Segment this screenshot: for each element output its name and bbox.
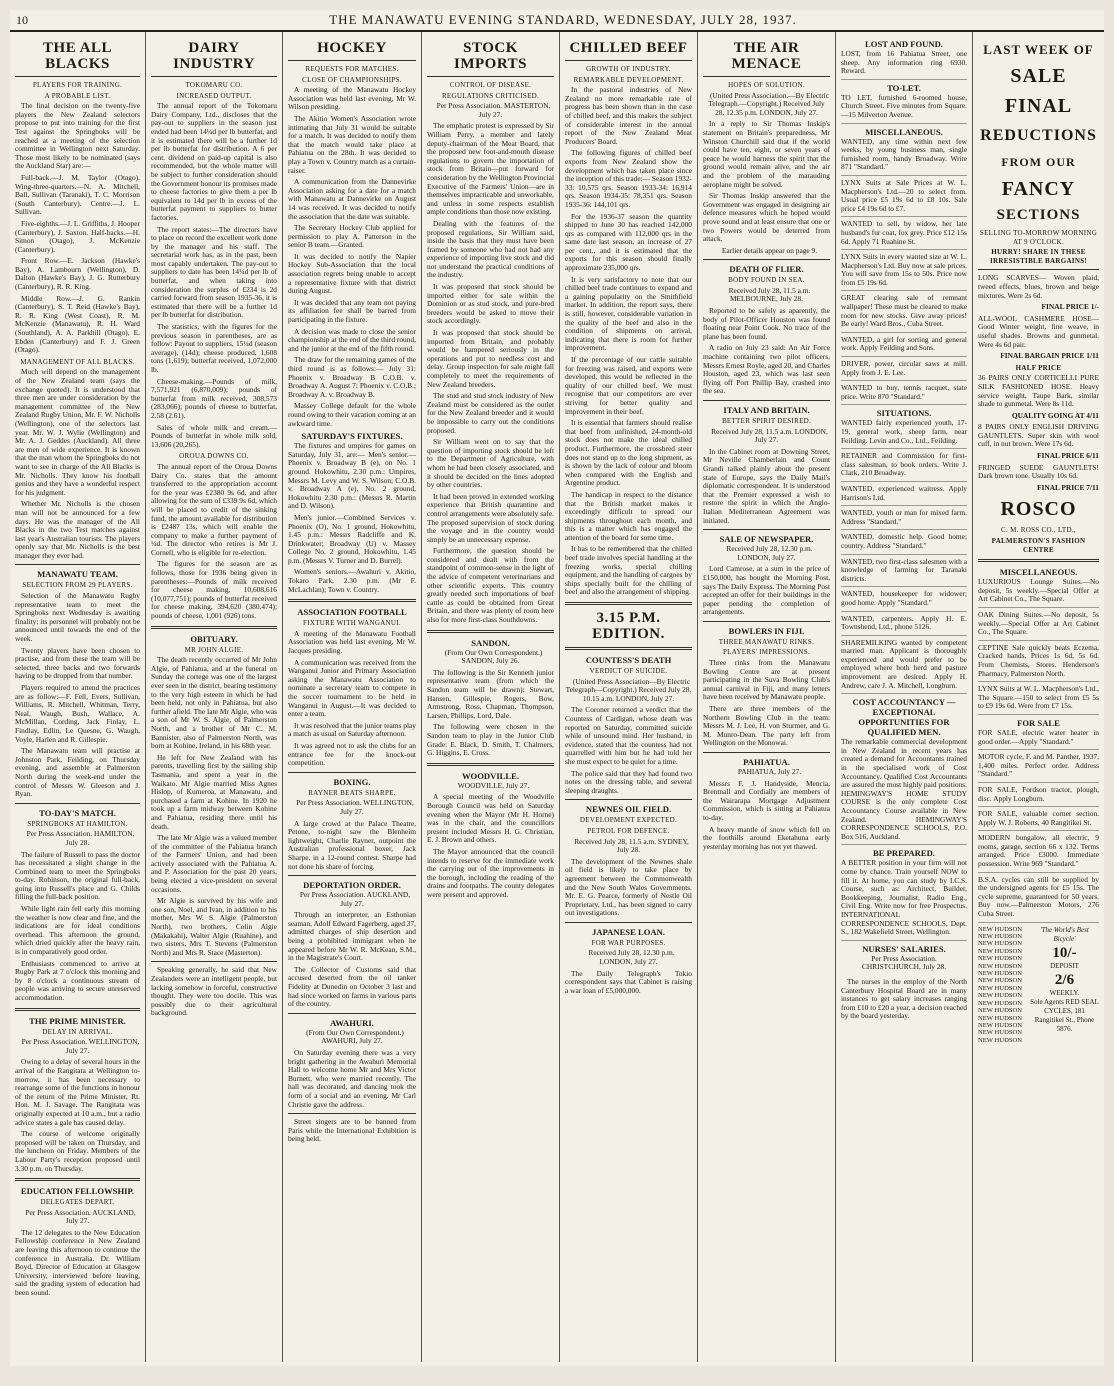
hudson-row: NEW HUDSON (978, 955, 1023, 963)
ad-line: FINAL (1004, 95, 1073, 117)
sale-price: FINAL PRICE 1/- (1041, 302, 1099, 312)
paragraph: It was proposed that stock should be imported either for sale within the Dominion or as stud stock, and pure-bred breeders would be asked to move their stock accordingly. (427, 282, 554, 326)
hudson-row: NEW HUDSON (978, 984, 1023, 992)
column-classifieds (836, 32, 973, 1362)
paragraph: Front Row.—E. Jackson (Hawke's Bay), A. Lambourn (Wellington), D. Dalton (Hawke's Bay), J. G. Rutterbury (Canterbury), R. R. King. (15, 256, 140, 292)
paragraph: Furthermore, the question should be considered and dealt with from the standpoint of common-sense in the light of the advice of competent veterinarians and other scientific experts. This country greatly needed such importations of beef cattle as could be obtained from Great Britain, and there was plenty of room here also for more first-class Southdowns. (427, 546, 554, 625)
paragraph: Twenty players have been chosen to practise, and from these the team will be selected, three backs and two forwards having to be dropped from that number. (15, 645, 140, 681)
hudson-row: NEW HUDSON (978, 962, 1023, 970)
column-hockey (283, 32, 422, 1362)
classified-ad: RETAINER and Commission for first-class salesman, to book orders. Write J. Clark, 210 Broadway. (841, 452, 967, 482)
column-dairy-industry (146, 32, 283, 1362)
sale-item: ALL-WOOL CASHMERE HOSE— Good Winter weight, fine weave, in useful shades. Browns and gunmetal. Were 4s 6d pair. (978, 313, 1099, 349)
paragraph: It has to be remembered that the chilled beef trade involves special handling at the freezing works, special chilling equipment, and the handling of cargoes by ships specially built for the chilling of beef and also the arrangement of shipping. (565, 544, 692, 597)
sale-price: FINAL PRICE 7/11 (1036, 482, 1099, 492)
hudson-row: NEW HUDSON (978, 1021, 1023, 1029)
dateline: Per Press Association. WELLINGTON, July 27. (21, 1037, 140, 1055)
edition-banner: 3.15 P.M. EDITION. (592, 610, 665, 643)
hudson-row: NEW HUDSON (978, 970, 1023, 978)
dateline: WOODVILLE, July 27. (457, 780, 530, 790)
headline: JAPANESE LOAN. (592, 926, 665, 937)
subhead: PLAYERS FOR TRAINING. (32, 81, 123, 89)
dateline: Received July 28, 11.5 a.m. SYDNEY, July 28. (574, 836, 689, 855)
paragraph: The annual report of the Oroua Downs Dairy Co. states that the amount transferred to the appropriation account for the year was £2380 9s 6d, and after allowing for the sum of £339 9s 6d, which will be placed to credit of the sinking fund, the amount available for distribution is £2487 13s, which will enable the company to make a further payment of ¼d. The director who retires is Mr J. Cornell, who is eligible for re-election. (151, 461, 277, 557)
page-number: 10 (16, 13, 28, 27)
headline: SATURDAY'S FIXTURES. (301, 431, 403, 442)
paragraph: In the pastoral industries of New Zealand no more remarkable rate of progress has been shown than in the case of chilled beef, and this makes the subject of considerable interest in the annual report of the New Zealand Meat Producers' Board. (565, 85, 692, 146)
sale-price: QUALITY GOING AT 4/11 (1011, 410, 1099, 420)
classified-ad: B.S.A. cycles can still be supplied by the undersigned agents for £5 15s. The cycle supreme, guaranteed for 50 years. Buy now.—Palmerston Motors, 276 Cuba Street. (978, 876, 1099, 923)
paragraph: The late Mr Algie was a valued member of the committee of the Pahiatua branch of the Farmers' Union, and had been actively associated with the Pahiatua A. and P. Association for the past 20 years, being elected a vice-president on several occasions. (151, 833, 277, 894)
paragraph: Massey College default for the whole round owing to their vacation coming at an awkward time. (288, 401, 416, 428)
dateline: (United Press Association.—By Electric Telegraph.—Copyright.) Received July 28, 12.35 p.m. LONDON, July 27. (708, 90, 830, 117)
hudson-row: NEW HUDSON (978, 925, 1023, 933)
paragraph: The following is the Sir Kenneth junior representative team (from which the Sandon team will be drawn): Stewart, Hansen, Gillespie, Rogers, Bow, Armstrong, Ross, Chapman, Thompson, Larsen, Phillips, Lord, Dale. (427, 667, 554, 720)
masthead (10, 10, 1104, 32)
ad-line: SECTIONS (996, 207, 1081, 223)
brand-sub: PALMERSTON'S FASHION CENTRE (991, 537, 1086, 554)
subhead: FIXTURE WITH WANGANUI. (303, 619, 401, 628)
ad-line: FANCY (1001, 178, 1076, 200)
paragraph: Speaking generally, he said that New Zealanders were an intelligent people, but lacking somehow in forceful, constructive thought. They were too docile. This was possibly due to their agricultural background. (151, 965, 277, 1018)
headline: MANAWATU TEAM. (37, 569, 118, 580)
subhead: RAYNER BEATS SHARPE. (308, 788, 396, 797)
new-hudson-offer (1030, 926, 1099, 1045)
sale-price: FINAL PRICE 6/11 (1036, 451, 1099, 461)
paragraph: The Collector of Customs said that accused deserted from the oil tanker Fidelity at Dunedin on October 3 last and had since worked on farms in various parts of the country. (288, 964, 416, 1009)
classified-ad: WANTED, two first-class salesmen with a knowledge of farming for Taranaki districts. (841, 558, 967, 588)
subhead: VERDICT OF SUICIDE. (589, 667, 668, 676)
column-all-blacks (10, 32, 146, 1362)
paragraph: The Coroner returned a verdict that the Countess of Cardigan, whose death was reported on Saturday, committed suicide while of unsound mind. Her husband, in evidence, stated that the countess had not quarrelled with him but he had told her she must expect to be quiet for a time. (565, 705, 692, 766)
classified-ad: FOR SALE, electric water heater in good order.—Apply "Standard." (978, 729, 1099, 750)
subhead: FOR WAR PURPOSES. (591, 938, 666, 947)
headline: DEATH OF FLIER. (729, 264, 804, 275)
headline: SALE OF NEWSPAPER. (719, 534, 814, 545)
paragraph: Street singers are to be banned from Paris while the International Exhibition is being held. (288, 1117, 416, 1144)
paragraph: The Daily Telegraph's Tokio correspondent says that Cabinet is raising a war loan of £5,000,000. (565, 968, 692, 995)
paragraph: It is essential that farmers should realise that beef from unfinished, 24-month-old stock does not make the ideal chilled product. Furthermore, the crossbred steer does not stand up to the long shipment, as is shown by the lack of colour and bloom when compared with the English and Argentine product. (565, 418, 692, 488)
headline-chilled-beef: CHILLED BEEF (569, 40, 688, 56)
new-hudson-ad (978, 926, 1099, 1045)
paragraph: Cheese-making.—Pounds of milk, 7,571,921 (6,870,009); pounds of butterfat from milk received, 308,573 (283,066); pounds of cheese to butterfat, 2.58 (2.61). (151, 376, 277, 420)
sale-item: FRINGED SUEDE GAUNTLETS! Dark brown tone. Usually 10s 6d. (978, 462, 1099, 481)
paragraph: Mr Algie is survived by his wife and one son, Noel, and Ivan, in addition to his mother, Mrs W. S. Algie (Palmerston North), two brothers, Colin Algie (Makakahi), Walter Algie (Ruahine), and two sisters, Mrs T. Stevens (Palmerston North) and Mrs R. Stace (Masterton). (151, 896, 277, 957)
hudson-row: NEW HUDSON (978, 933, 1023, 941)
sale-item: LONG SCARVES— Woven plaid, tweed effects, blues, brown and beige mixtures. Were 2s 6d. (978, 273, 1099, 300)
paragraph: Selection of the Manawatu Rugby representative team to meet the Springboks next Wednesday is awaiting finality; its personnel will probably not be announced until towards the end of the week. (15, 591, 140, 644)
dateline: Received July 28, 12.30 p.m. LONDON, July 27. (726, 544, 813, 562)
subhead: TOKOMARU CO. (185, 81, 243, 89)
ad-line: LAST WEEK OF (983, 42, 1094, 57)
paragraph: The death recently occurred of Mr John Algie, of Pahiatua, and at the funeral on Sunday the cortege was one of the largest ever seen in the district, bearing testimony to the very high esteem in which he had been held, not only in Pahiatua, but also further afield. The late Mr Algie, who was a son of Mr W. S. Algie, of Palmerston North, and a brother of Mr C. M. Bannister, also of Palmerston North, was born at Kohine, Ireland, in his 68th year. (151, 655, 277, 751)
subhead: DEVELOPMENT EXPECTED. (579, 816, 678, 825)
headline: TO-DAY'S MATCH. (39, 807, 116, 818)
paragraph: The Akitio Women's Association wrote intimating that July 31 would be suitable for a match. It was decided to notify them that the match would take place at Pahiatua on the 28th. It was decided to play a Town v. Country match as a curtain-raiser. (288, 113, 416, 175)
headline: EDUCATION FELLOWSHIP. (20, 1186, 135, 1197)
subhead: REQUESTS FOR MATCHES. (305, 65, 399, 73)
classified-ad: FOR SALE, Fordson tractor, plough, disc. Apply Longburn. (978, 786, 1099, 807)
subhead: A PROBABLE LIST. (44, 91, 111, 100)
paragraph: If the percentage of our cattle suitable for freezing was raised, and exports were developed, this would be reflected in the quality of our chilled beef. We must recognise that our competitors are ever striving for better quality and improvement in their beef. (565, 355, 692, 416)
paragraph: Sales of whole milk and cream.—Pounds of butterfat in whole milk sold, 13,606 (20,265). (151, 422, 277, 449)
section-to-let: TO-LET. (887, 82, 921, 93)
brand-sub: C. M. ROSS CO., LTD., (1001, 526, 1076, 535)
classified-ad: FOR SALE, valuable corner section. Apply W. J. Roberts, 40 Rangitikei St. (978, 810, 1099, 831)
paragraph: The fixtures and umpires for games on Saturday, July 31, are:— Men's senior.—Phoenix v. Broadway B (e), on No. 1 ground. Hokowhitu, 2.30 p.m.: Umpires, Messrs M. Levy and W. S. Wilson; C.O.B. v. Broadway A (e), No. 2 ground, Hokowhitu 2.30 p.m.: (Messrs R. Martin and D. Wilson). (288, 441, 416, 511)
classified-ad: WANTED fairly experienced youth, 17-19, general work, sheep farm, near Feilding. Levin and Co., Ltd., Feilding. (841, 419, 967, 449)
paragraph: It was decided that any team not paying its affiliation fee shall be barred from participating in the fixture. (288, 297, 416, 325)
headline-dairy-industry: DAIRY INDUSTRY (173, 40, 255, 72)
section-miscellaneous: MISCELLANEOUS. (865, 126, 943, 137)
headline: NEWNES OIL FIELD. (585, 804, 672, 815)
ad-heading: COST ACCOUNTANCY — EXCEPTIONAL OPPORTUNITIES FOR QUALIFIED MEN. (852, 697, 956, 738)
subhead: MANAGEMENT OF ALL BLACKS. (20, 357, 135, 366)
paragraph: The nurses in the employ of the North Canterbury Hospital Board are in many instances to get salary increases ranging from £10 to £20 a year, a decision reached by the board yesterday. (841, 976, 967, 1021)
section-miscellaneous: MISCELLANEOUS. (999, 567, 1078, 578)
classified-ad: WANTED to sell, by widow, her late husband's fur coat, fox grey. Price £12 15s 6d. Apply 71 Ruahine St. (841, 220, 967, 250)
classified-ad: LYNX Suits in every wanted size at W. L. Macpherson's Ltd. Buy now at sale prices. You will save from 15s to 50s. Price now from £5 19s 6d. (841, 253, 967, 291)
classified-ad: LYNX Suits at Sale Prices at W. L. Macpherson's Ltd.—20 to select from. Usual price £5 19s 6d to £8 10s. Sale price £4 19s 6d to £7. (841, 179, 967, 217)
paragraph: Whether Mr. Nicholls is the chosen man will not be announced for a few days. He was the manager of the All Blacks in the two Test matches against last year's Australian tourists. The players openly say that Mr. Nicholls is the best manager they ever had. (15, 499, 140, 560)
ad-line: REDUCTIONS (980, 127, 1097, 144)
dateline: Received July 28, 11.5 a.m. LONDON, July 27. (711, 426, 828, 445)
headline: OBITUARY. (190, 633, 238, 644)
dateline: Per Press Association. CHRISTCHURCH, July 28. (861, 953, 947, 972)
dateline: (From Our Own Correspondent.) SANDON, July 26. (444, 647, 543, 666)
headline: WOODVILLE. (461, 770, 520, 781)
headline: AWAHURI. (330, 1017, 374, 1028)
column-air-menace (698, 32, 836, 1362)
headline: DEPORTATION ORDER. (303, 880, 401, 891)
ad-line: FROM OUR (1001, 155, 1076, 169)
classified-ad: SHAREMILKING wanted by competent married man. Applicant is thoroughly experienced and would prefer to be employed where both herd and pasture improvement are desired. Apply H. Andrew, care J. A. Mitchell, Longburn. (841, 639, 967, 695)
paragraph: While light rain fell early this morning the weather is now clear and fine, and the indications are for ideal conditions overhead. This afternoon the ground, which dried quickly after the heavy rain, is in comparatively good order. (15, 904, 140, 957)
paragraph: It was decided to notify the Napier Hockey Sub-Association that the local association regrets being unable to accept a representative fixture with that district during August. (288, 251, 416, 296)
classified-ad: WANTED to buy, tennis racquet, state price. Write 870 "Standard." (841, 384, 967, 405)
classified-ad: WANTED, housekeeper for widower; good home. Apply "Standard." (841, 590, 967, 611)
section-situations: SITUATIONS. (876, 408, 932, 419)
paragraph: The police said that they had found two notes on the dressing table, and several sleeping draughts. (565, 768, 692, 795)
paragraph: Lord Camrose, at a sum in the price of £150,000, has bought the Morning Post, says The Daily Express. The Morning Post accepted an offer for their buildings in the paper pending the completion of arrangements. (703, 564, 830, 617)
classified-ad: The remarkable commercial development in New Zealand in recent years has created a demand for Accountants trained in the specialised work of Cost Accountancy. Qualified Cost Accountants are assured the most highly paid positions. HEMINGWAY'S HOME STUDY COURSE is the only complete Cost Accountancy Course available in New Zealand. HEMINGWAY'S CORRESPONDENCE SCHOOLS, P.O. Box 516, Auckland. (841, 738, 967, 845)
hudson-row: NEW HUDSON (978, 947, 1023, 955)
headline: NURSES' SALARIES. (862, 943, 946, 954)
dateline: Per Press Association. MASTERTON, July 27. (436, 101, 551, 119)
classified-ad: WANTED, experienced waitress. Apply Harrison's Ltd. (841, 485, 967, 506)
classified-ad: LOST, from 16 Pahiatua Street, one sheep. Any information ring 6930. Reward. (841, 50, 967, 80)
subhead: SELECTION FROM 29 PLAYERS. (22, 581, 133, 590)
headline-hockey: HOCKEY (317, 40, 387, 56)
dateline: (United Press Association—By Electric Telegraph—Copyright.) Received July 28, 10.15 a.m. LONDON, July 27. (565, 676, 692, 703)
paragraph: A large crowd at the Palace Theatre, Petone, to-night saw the Blenheim lightweight, Charlie Rayner, outpoint the Australian professional boxer, Jack Sharpe, in a 12-round contest. Sharpe had not done his share of forcing. (288, 818, 416, 871)
classified-ad: A BETTER position in your firm will not come by chance. Train yourself NOW to fill it. At home, you can study by I.C.S. Course, such as: Architect, Builder, Bookkeeping, Journalist, Radio Eng., Civil Eng. Write now for free Prospectus. INTERNATIONAL CORRESPONDENCE SCHOOLS, Dept. S., 182 Wakefield Street, Wellington. (841, 859, 967, 940)
dateline: PAHIATUA, July 27. (737, 767, 802, 776)
hudson-row: NEW HUDSON (978, 999, 1023, 1007)
classified-ad: GREAT clearing sale of remnant wallpaper! These must be cleared to make room for new stocks. Give away prices! Be early! Ward Bros., Cuba Street. (841, 294, 967, 332)
subhead: BODY FOUND IN SEA. (728, 276, 805, 285)
paragraph: The Manawatu team will practise at Johnston Park, Feilding, on Thursday evening, and assemble at Palmerston North during the week-end under the control of Messrs W. Gleeson and J. Ryan. (15, 746, 140, 799)
paragraph: A meeting of the Manawatu Football Association was held last evening, Mr W. Jacques presiding. (288, 628, 416, 656)
classified-ad: WANTED, any time within next few weeks, by young business man, single furnished room, handy Broadway. Write 871 "Standard." (841, 138, 967, 176)
paragraph: The handicap in respect to the distance that the British market makes it exceedingly difficult to spread our shipments throughout each month, and this is a matter which has engaged the attention of the board for some time. (565, 489, 692, 542)
dateline: Per Press Association. HAMILTON, July 28. (26, 829, 135, 847)
ad-heading: BE PREPARED. (873, 848, 935, 859)
paragraph: Men's junior.—Combined Services v. Phoenix (O), No. 1 ground, Hokowhitu, 1.45 p.m.: Messrs Radcliffe and K. Drinkwater; Broadway (U) v. Massey College No. 2 ground, Hokowhitu, 1.45 p.m. (Messrs V. Turner and D. Burrel). (288, 512, 416, 565)
hudson-row: NEW HUDSON (978, 1014, 1023, 1022)
section-lost-found: LOST AND FOUND. (865, 39, 943, 49)
classified-ad: WANTED, youth or man for mixed farm. Address "Standard." (841, 509, 967, 530)
paragraph: Dealing with the features of the proposed regulations, Sir William said, inside the basis that they must have been framed by someone who had not had any experience of importing live stock and did not understand the practical conditions of the industry. (427, 218, 554, 280)
subhead: CONTROL OF DISEASE. (449, 81, 532, 89)
dateline: Per Press Association. AUCKLAND, July 27. (25, 1207, 136, 1226)
dateline: (From Our Own Correspondent.) AWAHURI, July 27. (306, 1027, 404, 1046)
paragraph: Messrs F. J. Handyside, Mencia, Brentnall and Cordially are members of the Wairarapa Mortgage Adjustment Commission, which is sitting at Pahiatua to-day. (703, 778, 830, 822)
headline: THE PRIME MINISTER. (29, 1015, 126, 1026)
paragraph: The emphatic protest is expressed by Sir William Perry, a member and lately deputy-chairman of the Meat Board, that the proposed new foot-and-mouth disease regulations to govern the importation of stock from Britain—put forward for consideration by the Wellington Provincial Executive of the Farmers' Union—are in themselves impracticable and unworkable, and unless in some respects establish ample conditions than those now existing. (427, 121, 554, 217)
masthead-title: THE MANAWATU EVENING STANDARD, WEDNESDAY, JULY 28, 1937. (329, 12, 797, 27)
classified-ad: OAK Dining Suites.—No deposit, 5s weekly.—Special Offer at Art Cabinet Co., The Square. (978, 611, 1099, 641)
subhead: SPRINGBOKS AT HAMILTON. (27, 819, 128, 828)
classified-ad: MODERN bungalow, all electric, 9 rooms, garage, section 66 x 132. Terms arranged. Price £3000. Immediate possession. Write 969 "Standard." (978, 834, 1099, 872)
paragraph: Sir William went on to say that the question of importing stock should be left to the Department of Agriculture, with whom he had been closely associated, and it should be decided on the lines adopted by other countries. (427, 437, 554, 490)
paragraph: Three rinks from the Manawatu Bowling Centre are at present participating in the Suva Bowling Club's annual carnival in Fiji, and many letters have been received by Manawatu people. (703, 658, 830, 702)
subhead: PETROL FOR DEFENCE. (587, 826, 670, 835)
headline: ITALY AND BRITAIN. (723, 405, 810, 415)
subhead: CLOSE OF CHAMPIONSHIPS. (302, 75, 402, 84)
subhead: BETTER SPIRIT DESIRED. (721, 417, 812, 425)
dateline: Per Press Association. WELLINGTON, July 27. (296, 798, 414, 816)
headline: SANDON. (471, 637, 510, 648)
paragraph: The draw for the remaining games of the third round is as follows:— July 31: Phoenix v. Broadway B C.O.B. v. Broadway A. August 7: Phoenix v. C.O.B.; Broadway A. v. Broadway B. (288, 355, 416, 399)
sale-price: FINAL BARGAIN PRICE 1/11 (1000, 351, 1099, 361)
paragraph: It had been proved in extended working experience that British quarantine and control arrangements were absolutely safe. The proposed supervision of stock during the voyage and in the country would simply be an unnecessary expense. (427, 491, 554, 544)
subhead: DELEGATES DEPART. (40, 1198, 115, 1207)
paragraph: Five-eighths.—J. L. Griffiths, J. Hooper (Canterbury), J. Saxton. Half-backs.—H. Simon (Otago), J. McKenzie (Canterbury). (15, 218, 140, 254)
hudson-agent: Sole Agents RED SEAL CYCLES, 181 Rangitikei St., Phone 5876. (1030, 997, 1099, 1033)
hudson-row: NEW HUDSON (978, 992, 1023, 1000)
headline: PAHIATUA. (743, 757, 790, 767)
paragraph: Full-back.—J. M. Taylor (Otago). Wing-three-quarters.—N. A. Mitchell, Ball, Sullivan (Taranaki), T. C. Morrison (South Canterbury). Centre.—J. L. Sullivan. (15, 172, 140, 217)
section-for-sale: FOR SALE (1017, 717, 1060, 728)
ad-line: HALF PRICE (1015, 363, 1062, 372)
paragraph: A communication was received from the Wanganui Junior and Primary Association asking the Manawatu Association to nominate a secretary team to compete in the soccer tournament to be held in Wanganui in August.—It was decided to enter a team. (288, 657, 416, 719)
classified-ad: WANTED, a girl for sorting and general work. Apply Feilding and Sons. (841, 336, 967, 357)
paragraph: There are three members of the Northern Bowling Club in the team: Messrs M. J. Lee, H. von Sturmer, and G. M. Munro-Dean. The party left from Wellington on the Monowai. (703, 704, 830, 748)
paragraph: It is very satisfactory to note that our chilled beef trade continues to expand and a gaining popularity on the Smithfield market. In addition, the report says, there is still, however, considerable variation in the quality of the beef and also in the condition of shipments on arrival, indicating that there is room for further improvement. (565, 274, 692, 353)
subhead: HOPES OF SOLUTION. (728, 81, 805, 89)
paragraph: A special meeting of the Woodville Borough Council was held on Saturday evening when the Mayor (Mr H. Horne) was in the chair, and the councillors present included Messrs H. G. Christian, E. J. Brown and others. (427, 792, 554, 845)
headline: BOWLERS IN FIJI. (728, 625, 805, 636)
paragraph: The following were chosen in the Sandon team to play in the Junior Club Grade: E. Black, D. Smith, T. Chalmers, G. Higgins, E. Cross. (427, 722, 554, 758)
sale-item: 36 PAIRS ONLY CORTICELLI PURE SILK FASHIONED HOSE. Heavy service weight, Taupe Bark, similar shade to gunmetal. Were 8s 11d. (978, 373, 1099, 409)
paragraph: It was agreed not to ask the clubs for an entrance fee for the knock-out competition. (288, 740, 416, 768)
paragraph: A communication from the Dannevirke Association asking for a date for a match with Manawatu at Dannevirke on August 14 was received. It was decided to notify the association that the date was suitable. (288, 177, 416, 221)
brand-logo: ROSCO (1000, 498, 1077, 521)
paragraph: Much will depend on the management of the New Zealand team (says the exchange quoted). It is understood that three men are under consideration by the management committee of the New Zealand Rugby Union, Mr. F. W. Nicholls (Wellington), one of the selectors last year. Mr. W. J. Wylie (Wellington) and Mr. A. J. Geddes (Auckland). All three are men of wide experience. It is known that the man whom the Springboks do not want to see in charge of the All Blacks is Mr. Nicholls. They know his football genius and they have a wonderful respect for his judgment. (15, 367, 140, 497)
subhead: DELAY IN ARRIVAL. (42, 1027, 113, 1036)
paragraph: Middle Row.—J. G. Rankin (Canterbury), S. T. Reid (Hawke's Bay), R. R. King (West Coast), R. M. McKenzie (Manawatu), R. H. Ward (Southland), A. A. Parkhill (Otago), E. Ebden (Canterbury) and F. J. Green (Otago). (15, 293, 140, 355)
paragraph: Enthusiasts commenced to arrive at Rugby Park at 7 o'clock this morning and by 8 o'clock a continuous stream of people was arriving to secure unreserved accommodation. (15, 958, 140, 1002)
hudson-row: NEW HUDSON (978, 977, 1023, 985)
paragraph: The figures for the season are as follows, those for 1936 being given in parentheses:—Pounds of milk received for cheese making, 10,608,616 (10,077,751); pounds of butterfat received for cheese making, 394,620 (380,474); pounds of cheese, 1,001 (926) tons. (151, 559, 277, 621)
paragraph: Players required to attend the practices are as follow:—F. Fell, Evers, Sullivan, Williams, R. Mitchell, Whitman, Terry, Neal, Waugh, Bush, Wallace, A. McMillan, Cording, Jack Finlay, L. Findlay, Edlin, Le Quesne, G. Waugh, Voyle, Harlen and R. Gillespie. (15, 683, 140, 744)
paragraph: Women's seniors.—Awahuri v. Akitio, Tokaro Park, 2.30 p.m. (Mr F. McLachlan); Town v. Country. (288, 567, 416, 594)
hudson-row: NEW HUDSON (978, 940, 1023, 948)
paragraph: On Saturday evening there was a very bright gathering in the Awahuri Memorial Hall to welcome home Mr and Mrs Victor Burnett, who were married recently. The hall was decorated, and dancing took the form of a social and an evening. Mr Carl Christie gave the address. (288, 1048, 416, 1109)
paragraph: The annual report of the Tokomaru Dairy Company, Ltd., discloses that the pay-out to suppliers in the season just ended had been 14¼d per lb butterfat, and it is estimated there will be a further 1d per lb butterfat for distribution. A 6 per cent. dividend on paid-up capital is also recommended, but the whole matter will be subject to further consideration should the Government honour its promises made to cheese factories to give them a per lb equivalent to 14d per lb in excess of the butterfat payment to suppliers to butter factories. (151, 101, 277, 222)
headline: ASSOCIATION FOOTBALL (297, 607, 407, 618)
classified-ad: WANTED, domestic help. Good home; country. Address "Standard." (841, 533, 967, 554)
subhead: INCREASED OUTPUT. (176, 91, 252, 100)
headline-air-menace: THE AIR MENACE (731, 40, 802, 72)
subhead: PLAYERS' IMPRESSIONS. (722, 648, 811, 657)
headline: COUNTESS'S DEATH (585, 655, 672, 666)
paragraph: The development of the Newnes shale oil field is likely to take place by agreement between the Commonwealth and the New South Wales Governments. Mr. E. G. Pearce, formerly of Nestle Oil Proprietary, Ltd., has been signed to carry out investigations. (565, 856, 692, 918)
paragraph: It was proposed that stock should be imported from Britain, and probably would be hampered seriously in the operations and put to needless cost and delay. Group inspection for sale might fall completely to meet the requirements of New Zealand breeders. (427, 328, 554, 389)
hudson-row: NEW HUDSON (978, 1029, 1023, 1037)
dateline: Per Press Association. AUCKLAND, July 27. (299, 890, 411, 908)
subhead: OROUA DOWNS CO. (179, 452, 249, 461)
classified-ad: WANTED, carpenters. Apply H. E. Townshend, Ltd., phone 5126. (841, 615, 967, 636)
paragraph: It was resolved that the junior teams play a match as usual on Saturday afternoon. (288, 720, 416, 739)
subhead: REGULATIONS CRITICISED. (441, 91, 540, 100)
classified-ad: TO LET, furnished 6-roomed house, Church Street. Five minutes from Square.—15 Milverton Avenue. (841, 94, 967, 124)
headline-stock-imports: STOCK IMPORTS (454, 40, 527, 72)
paragraph: In the Cabinet room at Downing Street, Mr Neville Chamberlain and Count Grandi talked plainly about the present state of Europe, says the Daily Mail's diplomatic correspondent. It is understood that the Premier expressed a wish to restore the spirit in which the Anglo-Italian Mediterranean Agreement was initiated. (703, 446, 830, 525)
paragraph: Through an interpreter, an Esthonian seaman, Adolf Edward Fagerberg, aged 37, admitted charges of ship desertion and being a prohibited immigrant when he appeared before Mr W. R. McKean, S.M., in the Magistrate's Court. (288, 910, 416, 963)
classified-ad: MOTOR cycle, F. and M. Panther, 1937, 1,400 miles. Perfect order. Address "Standard." (978, 753, 1099, 783)
paragraph: The Secretary Hockey Club applied for permission to play A. Patterson in the senior B team.—Granted. (288, 223, 416, 250)
paragraph: The stud and stud stock industry of New Zealand must be considered as the outlet for the New Zealand breeder and it would be impossible to carry out the conditions proposed. (427, 391, 554, 435)
paragraph: The following figures of chilled beef exports from New Zealand show the development which has taken place since the inception of this trade:— Season 1932-33: 10,575 qrs. Season 1933-34: 16,914 qrs. Season 1934-35: 78,351 qrs. Season 1935-36: 144,101 qrs. (565, 148, 692, 209)
paragraph: A meeting of the Manawatu Hockey Association was held last evening, Mr W. Wilson presiding. (288, 85, 416, 112)
paragraph: In a reply to Sir Thomas Inskip's statement on Britain's preparedness, Mr Winston Churchill said that if the world could have ten, eight, or seven years of peace he would harness the spirit that the ground would remain alive, and the air and the problem of the marauding aeroplane might be solved. (703, 119, 830, 189)
headline-all-blacks: THE ALL BLACKS (43, 40, 112, 72)
paragraph: The course of welcome originally proposed will be taken on Thursday, and the luncheon on Friday. Members of the Labour Party's reception proposed until 3.30 p.m. on Thursday. (15, 1129, 140, 1173)
hudson-tagline: 'The World's Best Bicycle' (1040, 925, 1089, 943)
classified-ad: DRIVER, power, circular saws at mill. Apply from J. E. Lee. (841, 360, 967, 381)
paragraph: Reported to be safely as aparently, the body of Pilot-Officer Houston was found floating near Point Cook. No trace of the plane has been found. (703, 306, 830, 341)
subhead: MR JOHN ALGIE. (184, 645, 244, 654)
hudson-weekly: 2/6 (1054, 971, 1075, 988)
paragraph: The Mayor announced that the council intends to reserve for the immediate work the carrying out of the improvements in the borough, including the reading of the drains and footpaths. The county delegates were present and approved. (427, 846, 554, 899)
paragraph: A decision was made to close the senior championship at the end of the third round, and the junior at the end of the fifth round. (288, 326, 416, 353)
paragraph: A radio on July 23 said: An Air Force machine containing two pilot officers, Messrs Ernest Royle, aged 20, and Charles Houston, aged 23, which was last seen flying off Port Phillip Bay, crashed into the sea. (703, 343, 830, 396)
dateline: Received July 28, 12.30 p.m. LONDON, July 27. (588, 948, 675, 967)
classified-ad: LYNX Suits at W. L. Macpherson's Ltd., The Square.—150 to select from £5 5s to £9 19s 6d. Were from £7 15s. (978, 685, 1099, 715)
paragraph: The 12 delegates to the New Education Fellowship conference in New Zealand are leaving this afternoon to continue the conference in Australia. Dr. William Boyd, Director of Education at Glasgow University, interviewed before leaving, said the grading system of education had been sound. (15, 1227, 140, 1298)
paragraph: The statistics, with the figures for the previous season in parentheses, are as follow: Payout to suppliers, 15¼d (season average), (14d); cheese produced, 1,608 tons (1,619); butterfat received, 1,072,000 lb. (151, 322, 277, 374)
column-rosco-ad (973, 32, 1104, 1362)
dateline: Received July 28, 11.5 a.m. MELBOURNE, July 28. (728, 285, 811, 304)
paragraph: The failure of Russell to pass the doctor has necessitated a slight change in the Combined team to meet the Springboks to-day. Robinson, the original full-back, going into Russell's place and G. Childs filling the full-back position. (15, 849, 140, 902)
hudson-weekly-label: WEEKLY. (1049, 988, 1080, 997)
ad-line: SELLING TO-MORROW MORNING AT 9 O'CLOCK. (979, 229, 1098, 246)
hudson-deposit: 10/- (1052, 944, 1077, 961)
column-stock-imports (422, 32, 560, 1362)
subhead: REMARKABLE DEVELOPMENT. (573, 75, 684, 84)
paragraph: The report states:—The directors have to place on record the excellent work done by the manager and his staff. The secretarial work has, as in the past, been most capably undertaken. The pay-out to suppliers to date has been 14¼d per lb of butterfat, and when taking into consideration the surplus of £234 is 2d carried forward from season 1935-36, it is estimated that there will be a further 1d per lb butterfat for distribution. (151, 224, 277, 320)
newspaper-page (10, 10, 1104, 1366)
classified-ad: CEPTINE Sale quickly beats Eczema, Cracked hands, Prices 1s 6d, 5s 6d. From Chemists, Stores. Henderson's Pharmacy, Palmerston North. (978, 644, 1099, 682)
subhead: THREE MANAWATU RINKS. (718, 637, 815, 646)
classified-ad: LUXURIOUS Lounge Suites.—No deposit, 5s weekly.—Special Offer at Art Cabinet Co., The Square. (978, 578, 1099, 608)
sale-item: 8 PAIRS ONLY ENGLISH DRIVING GAUNTLETS. Super skin with wool cuff, in nut brown. Were 17s 6d. (978, 422, 1099, 449)
paragraph: A heavy mantle of snow which fell on the foothills around Eketahuna early yesterday morning has not yet thawed. (703, 824, 830, 851)
new-hudson-list (978, 926, 1030, 1045)
subhead: GROWTH OF INDUSTRY. (586, 65, 671, 73)
paragraph: Earlier details appear on page 9. (721, 245, 818, 255)
paragraph: Sir Thomas Inskip answered that the Government was engaged in designing air defence measures which he hoped would prove sound and at least ensure that one or two Powers would be deterred from attack. (703, 191, 830, 244)
ad-line: HURRY! SHARE IN THESE IRRESISTIBLE BARGAINS! (989, 248, 1088, 265)
paragraph: Owing to a delay of several hours in the arrival of the Rangitata at Wellington to-morrow, it has been necessary to rearrange some of the functions in honour of the return of the Prime Minister, Rt. Hon. M. J. Savage. The Rangitata was originally expected at 10 a.m., but a radio advice states a gale has caused delay. (15, 1057, 140, 1127)
hudson-deposit-label: DEPOSIT (1050, 961, 1079, 970)
paragraph: The final decision on the twenty-five players the New Zealand selectors propose to put into training for the first Test against the Springboks will be reached at a meeting of the selection committee in Wellington next Saturday. Those most likely to be nominated (says the Auckland Star) are:— (15, 101, 140, 171)
ad-line: SALE (1010, 65, 1067, 87)
paragraph: He left for New Zealand with his parents, travelling first by the sailing ship Tasmania, and spent a year in the Waikato. Mr Algie married Miss Agnes Hislop, of Kumeroa, at Manawatu, and purchased a farm at Kohine. In 1920 he took up a farm midway between Kohine and Pahiatua, residing there until his death. (151, 752, 277, 831)
hudson-row: NEW HUDSON (978, 1036, 1023, 1044)
column-chilled-beef (560, 32, 698, 1362)
hudson-row: NEW HUDSON (978, 1007, 1023, 1015)
paragraph: For the 1936-37 season the quantity shipped to June 30 has reached 142,000 qrs as compared with 112,000 qrs in the same date last season, an increase of 27 per cent., and it is estimated that the exports for this season should finally approximate 235,000 qrs. (565, 211, 692, 273)
headline: BOXING. (333, 776, 371, 787)
